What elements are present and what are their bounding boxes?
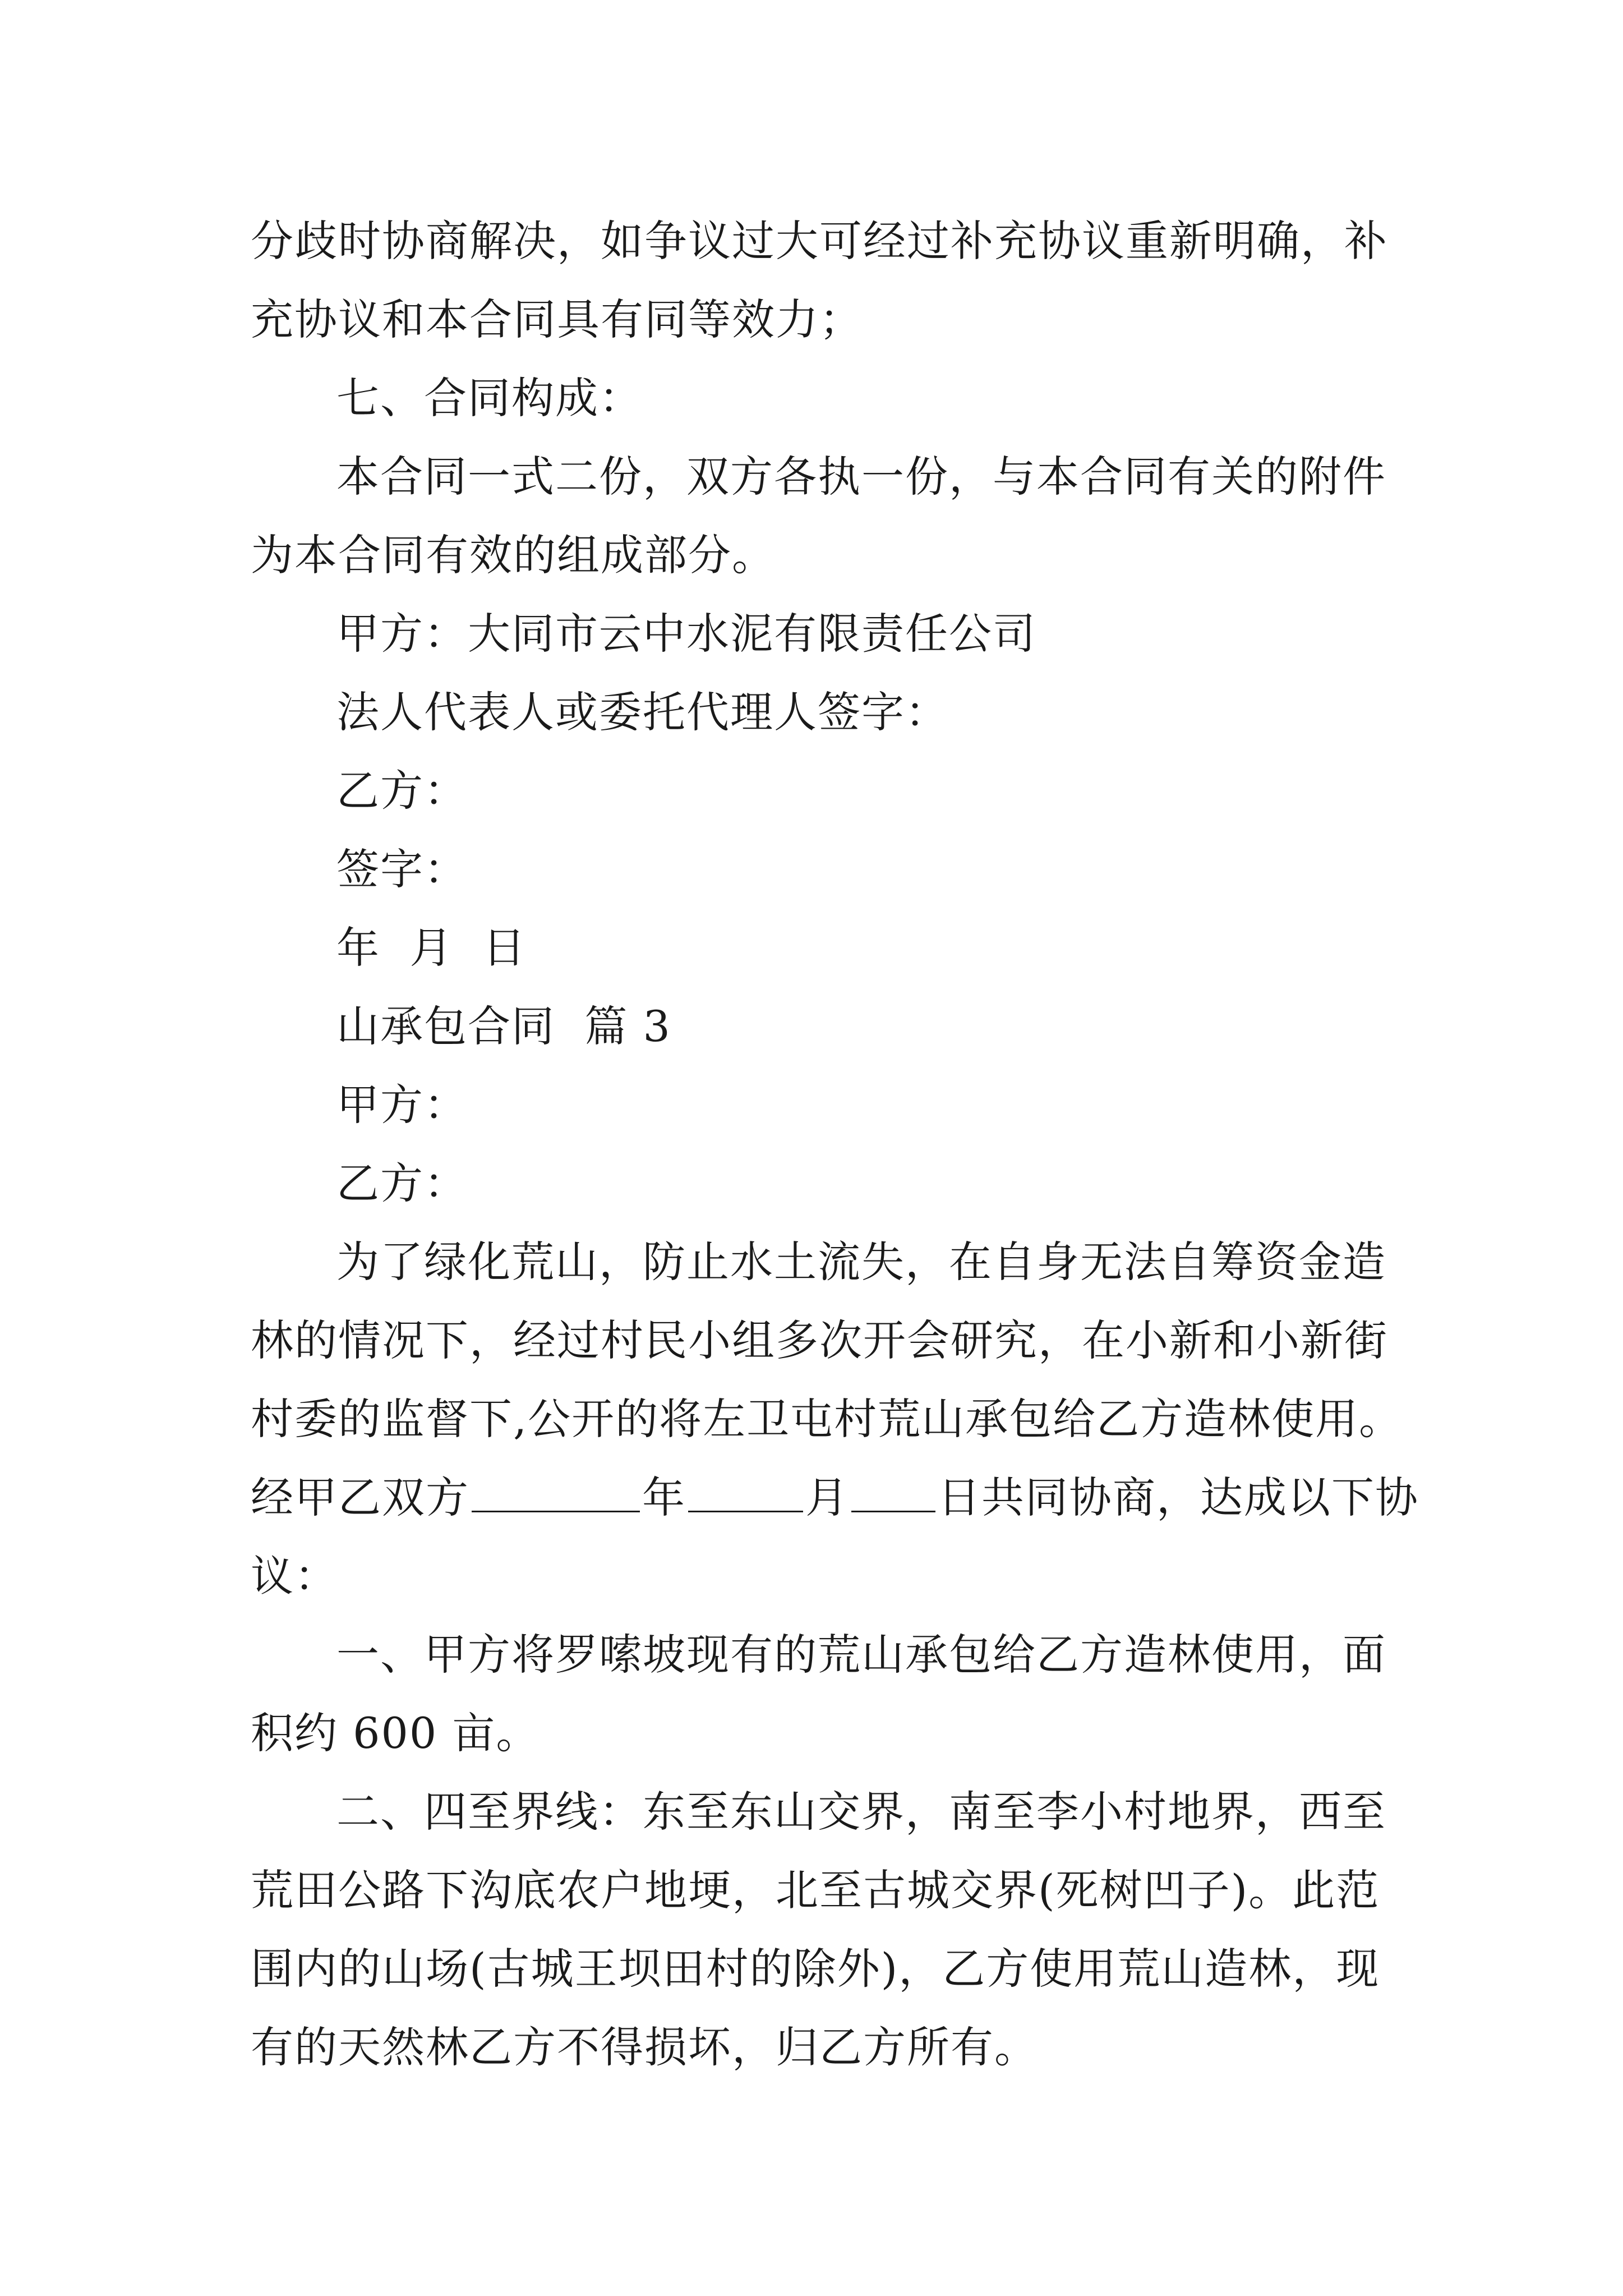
clause-line: 二、四至界线：东至东山交界，南至李小村地界，西至 <box>336 1787 1386 1837</box>
agreement-date-line <box>251 1458 1419 1537</box>
signature-label: 签字： <box>336 844 468 894</box>
day-blank <box>851 1471 935 1512</box>
paragraph-line: 议： <box>251 1551 338 1601</box>
paragraph-line: 本合同一式二份，双方各执一份，与本合同有关的附件 <box>336 452 1386 501</box>
year-blank <box>472 1471 640 1512</box>
paragraph-line: 村委的监督下,公开的将左卫屯村荒山承包给乙方造林使用。 <box>251 1394 1403 1444</box>
date-line: 年 月 日 <box>336 923 527 973</box>
section-heading: 七、合同构成： <box>336 373 643 423</box>
text-segment: 年 <box>642 1473 686 1522</box>
paragraph-line: 分歧时协商解决，如争议过大可经过补充协议重新明确，补 <box>251 216 1388 266</box>
paragraph-line: 林的情况下，经过村民小组多次开会研究，在小新和小新街 <box>251 1315 1388 1365</box>
text-segment: 日共同协商，达成以下协 <box>938 1473 1419 1522</box>
party-a-line: 甲方：大同市云中水泥有限责任公司 <box>336 609 1036 659</box>
contract-title: 山承包合同 篇 3 <box>336 1001 671 1051</box>
month-blank <box>688 1471 803 1512</box>
party-b-line: 乙方： <box>336 766 468 816</box>
paragraph-line: 荒田公路下沟底农户地埂，北至古城交界(死树凹子)。此范 <box>251 1865 1380 1915</box>
paragraph-line: 有的天然林乙方不得损坏，归乙方所有。 <box>251 2022 1038 2072</box>
clause-line: 一、甲方将罗嗦坡现有的荒山承包给乙方造林使用，面 <box>336 1630 1386 1680</box>
paragraph-line: 为了绿化荒山，防止水土流失，在自身无法自筹资金造 <box>336 1237 1386 1287</box>
signature-label: 法人代表人或委托代理人签字： <box>336 687 949 737</box>
paragraph-line: 围内的山场(古城王坝田村的除外)，乙方使用荒山造林，现 <box>251 1944 1380 1994</box>
paragraph-line: 充协议和本合同具有同等效力； <box>251 295 863 344</box>
text-segment: 经甲乙双方 <box>251 1473 469 1522</box>
paragraph-line: 积约 600 亩。 <box>251 1708 540 1758</box>
party-b-line: 乙方： <box>336 1158 468 1208</box>
paragraph-line: 为本合同有效的组成部分。 <box>251 530 776 580</box>
text-segment: 月 <box>805 1473 849 1522</box>
party-a-line: 甲方： <box>336 1080 468 1130</box>
